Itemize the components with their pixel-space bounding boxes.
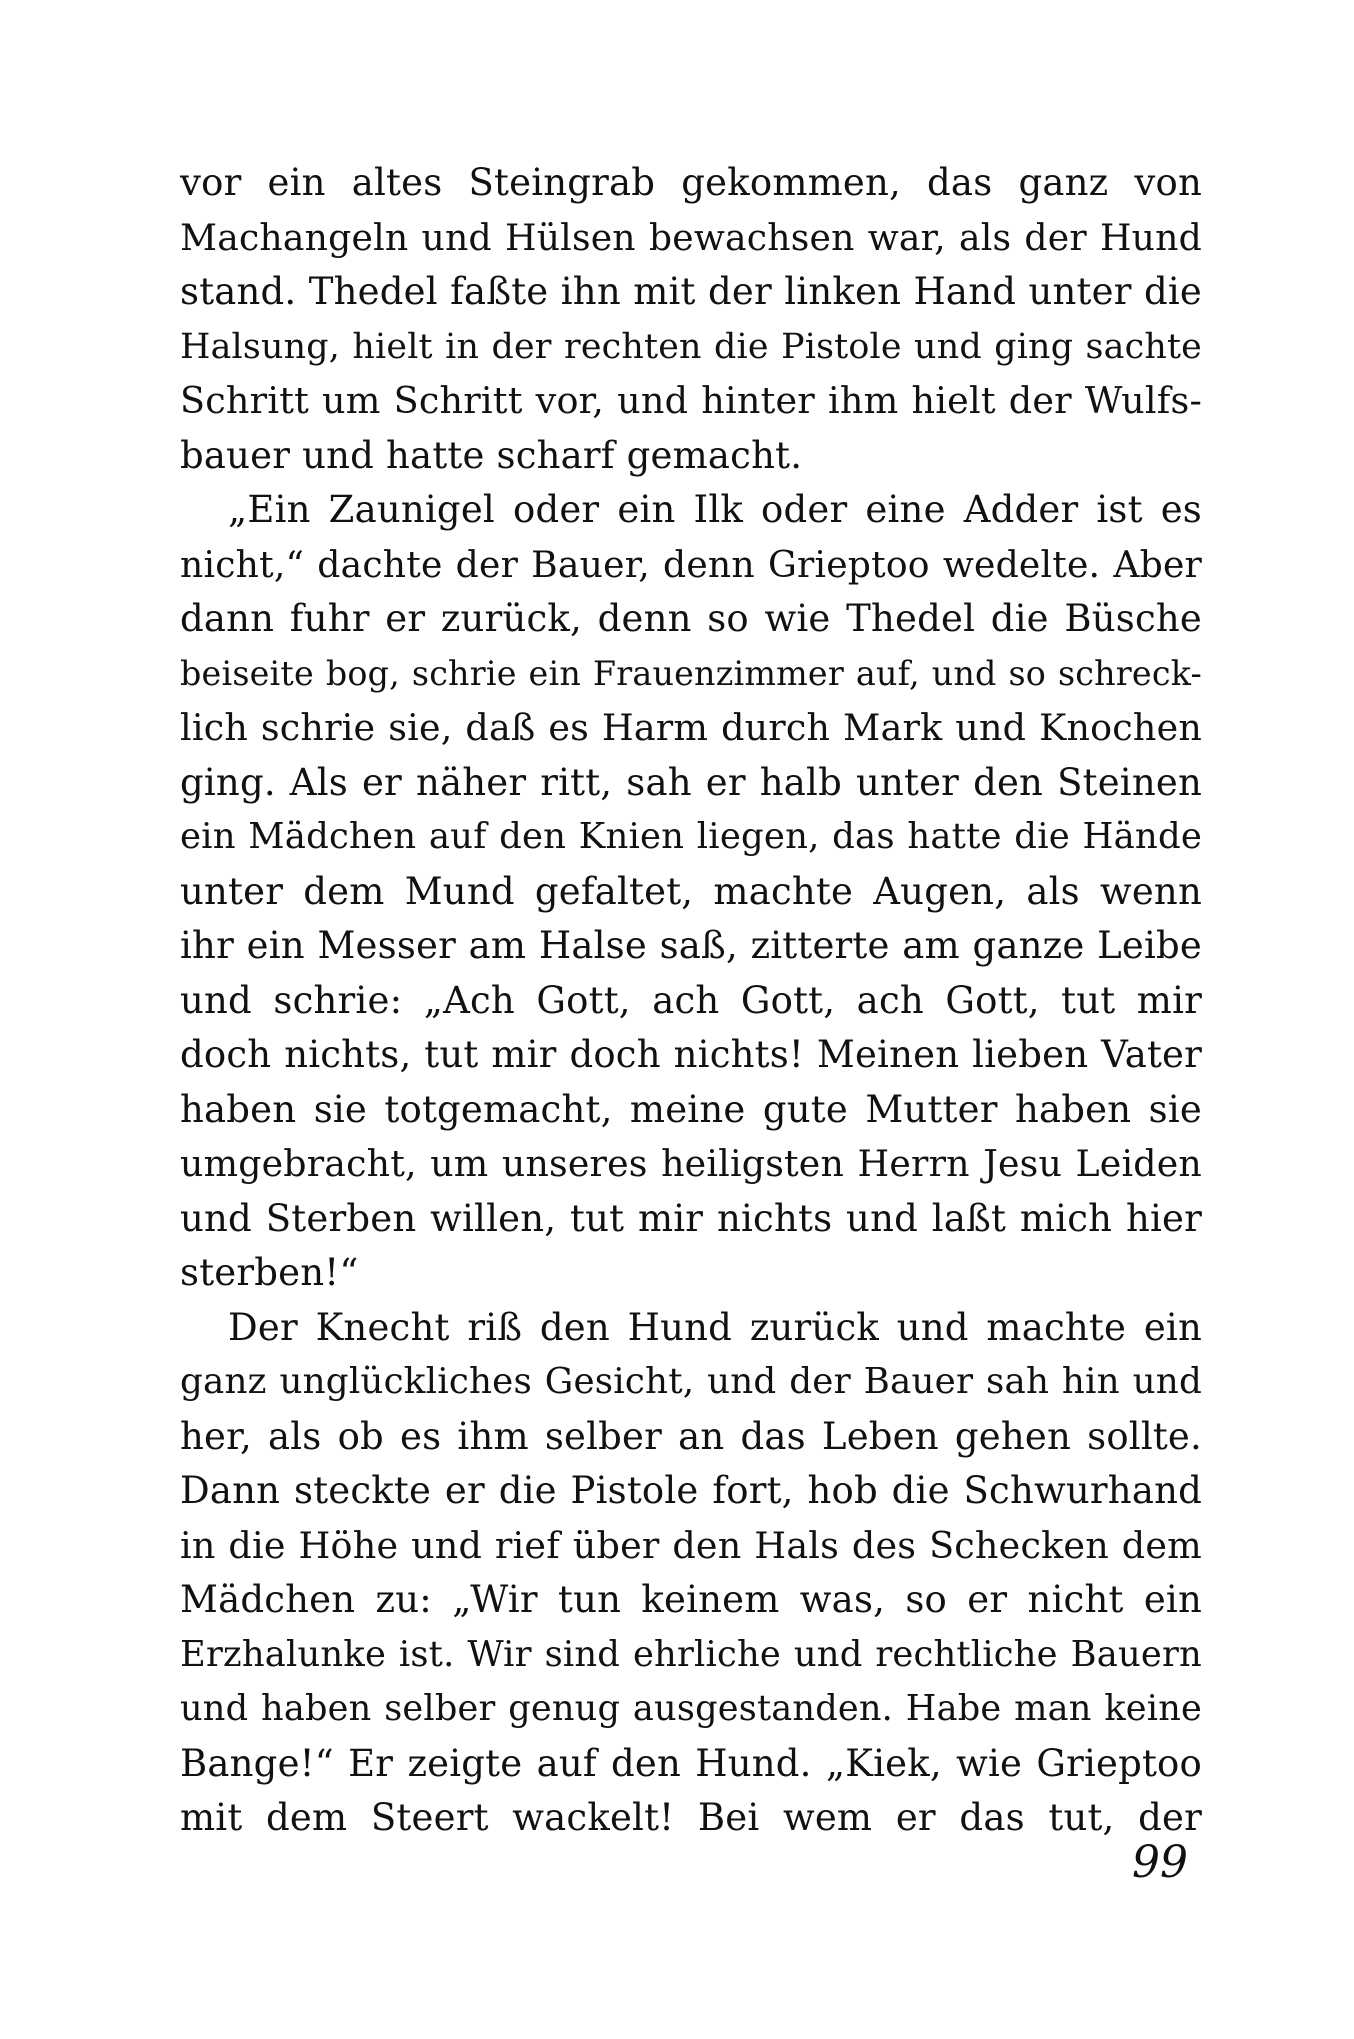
text-line: Der Knecht riß den Hund zurück und machte ein: [228, 1305, 1202, 1349]
text-line: Bange!“ Er zeigte auf den Hund. „Kiek, wie Grieptoo: [180, 1741, 1202, 1785]
text-line: Mädchen zu: „Wir tun keinem was, so er nicht ein: [180, 1578, 1202, 1621]
text-line: in die Höhe und rief über den Hals des Schecken dem: [180, 1523, 1202, 1567]
text-line: her, als ob es ihm selber an das Leben gehen sollte.: [180, 1414, 1202, 1458]
text-line: ganz unglückliches Gesicht, und der Bauer sah hin und: [180, 1361, 1202, 1402]
text-line: stand. Thedel faßte ihn mit der linken Hand unter die: [180, 270, 1202, 313]
text-line: ihr ein Messer am Halse saß, zitterte am ganze Leibe: [180, 924, 1202, 967]
text-line: vor ein altes Steingrab gekommen, das ganz von: [180, 161, 1202, 204]
text-line: ging. Als er näher ritt, sah er halb unter den Steinen: [180, 760, 1202, 804]
text-line: beiseite bog, schrie ein Frauenzimmer auf, und so schreck-: [180, 653, 1202, 693]
text-line: ein Mädchen auf den Knien liegen, das hatte die Hände: [180, 816, 1202, 857]
text-line: mit dem Steert wackelt! Bei wem er das tut, der: [180, 1796, 1202, 1839]
page-number: 99: [1132, 1837, 1188, 1888]
text-line: und Sterben willen, tut mir nichts und laßt mich hier: [180, 1196, 1202, 1240]
text-line: doch nichts, tut mir doch nichts! Meinen lieben Vater: [180, 1033, 1202, 1076]
text-line: Machangeln und Hülsen bewachsen war, als der Hund: [180, 215, 1202, 259]
text-line: Halsung, hielt in der rechten die Pistole und ging sachte: [180, 326, 1202, 367]
text-line: unter dem Mund gefaltet, machte Augen, als wenn: [180, 869, 1202, 913]
text-line: Dann steckte er die Pistole fort, hob die Schwurhand: [180, 1469, 1202, 1512]
text-line: umgebracht, um unseres heiligsten Herrn Jesu Leiden: [180, 1142, 1202, 1185]
body-text: [180, 156, 1202, 1846]
text-line: Erzhalunke ist. Wir sind ehrliche und rechtliche Bauern: [180, 1633, 1202, 1675]
text-line: haben sie totgemacht, meine gute Mutter haben sie: [180, 1087, 1202, 1131]
text-line: und haben selber genug ausgestanden. Habe man keine: [180, 1688, 1202, 1729]
text-line: und schrie: „Ach Gott, ach Gott, ach Gott, tut mir: [180, 978, 1202, 1022]
text-line: Schritt um Schritt vor, und hinter ihm hielt der Wulfs-: [180, 379, 1202, 422]
text-line: „Ein Zaunigel oder ein Ilk oder eine Adder ist es: [228, 488, 1202, 531]
text-line: sterben!“: [180, 1251, 359, 1294]
text-line: dann fuhr er zurück, denn so wie Thedel die Büsche: [180, 597, 1202, 640]
text-line: nicht,“ dachte der Bauer, denn Grieptoo wedelte. Aber: [180, 542, 1202, 586]
text-line: bauer und hatte scharf gemacht.: [180, 433, 803, 477]
text-line: lich schrie sie, daß es Harm durch Mark und Knochen: [180, 706, 1202, 749]
